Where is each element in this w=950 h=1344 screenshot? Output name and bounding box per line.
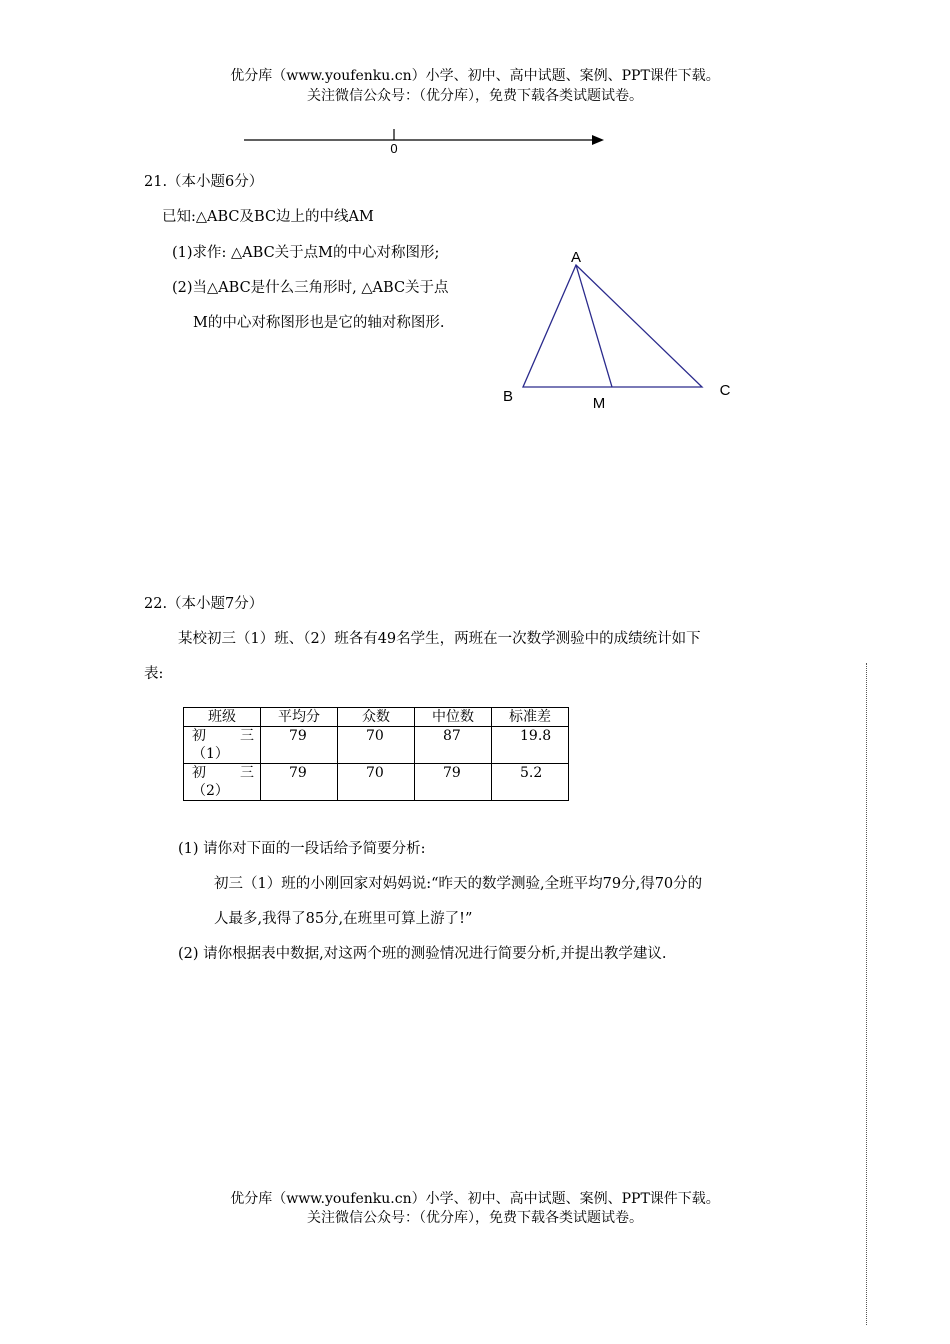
q22-intro-line1: 某校初三（1）班、（2）班各有49名学生，两班在一次数学测验中的成绩统计如下 [178,631,701,647]
score-table [183,707,569,801]
header-line-2: 关注微信公众号：（优分库），免费下载各类试题试卷。 [307,88,643,104]
header-line-1: 优分库（www.youfenku.cn）小学、初中、高中试题、案例、PPT课件下载。 [230,68,720,84]
table-header: 平均分 [261,708,338,727]
triangle-abc [523,265,702,387]
table-header: 班级 [184,708,261,727]
table-cell-std: 5.2 [492,764,569,801]
footer-line-1: 优分库（www.youfenku.cn）小学、初中、高中试题、案例、PPT课件下载。 [230,1191,720,1207]
vertex-label-b: B [502,388,514,405]
q21-title: 21.（本小题6分） [144,174,264,190]
table-header: 标准差 [492,708,569,727]
q22-quote-line1: 初三（1）班的小刚回家对妈妈说:“昨天的数学测验,全班平均79分,得70分的 [214,876,703,892]
q22-part1: (1) 请你对下面的一段话给予简要分析: [178,841,426,857]
q21-part1: (1)求作: △ABC关于点M的中心对称图形; [172,245,440,261]
q22-quote-line2: 人最多,我得了85分,在班里可算上游了!” [214,911,473,927]
footer-line-2: 关注微信公众号：（优分库），免费下载各类试题试卷。 [307,1210,643,1226]
table-cell-std: 19.8 [492,727,569,764]
q21-part2-line1: (2)当△ABC是什么三角形时, △ABC关于点 [172,280,449,296]
table-cell-mode: 70 [338,764,415,801]
table-header-row [184,708,569,727]
table-cell-mode: 70 [338,727,415,764]
q22-title: 22.（本小题7分） [144,596,264,612]
number-line [0,0,950,170]
table-cell-mean: 79 [261,764,338,801]
q22-part2: (2) 请你根据表中数据,对这两个班的测验情况进行简要分析,并提出教学建议. [178,946,667,962]
table-row [184,727,569,764]
vertex-label-c: C [719,382,731,399]
number-line-arrow [592,135,604,145]
table-row [184,764,569,801]
q21-given: 已知:△ABC及BC边上的中线AM [162,209,374,225]
q21-part2-line2: M的中心对称图形也是它的轴对称图形. [193,315,445,331]
point-label-m: M [592,395,606,412]
table-header: 众数 [338,708,415,727]
table-cell-mean: 79 [261,727,338,764]
table-cell-class: 初 三 （2） [184,764,261,801]
table-cell-class: 初 三 （1） [184,727,261,764]
vertex-label-a: A [570,249,582,266]
table-header: 中位数 [415,708,492,727]
table-cell-median: 87 [415,727,492,764]
number-line-zero-label: 0 [390,141,398,156]
table-cell-median: 79 [415,764,492,801]
triangle-figure [490,240,750,420]
q22-intro-line2: 表: [144,666,164,682]
